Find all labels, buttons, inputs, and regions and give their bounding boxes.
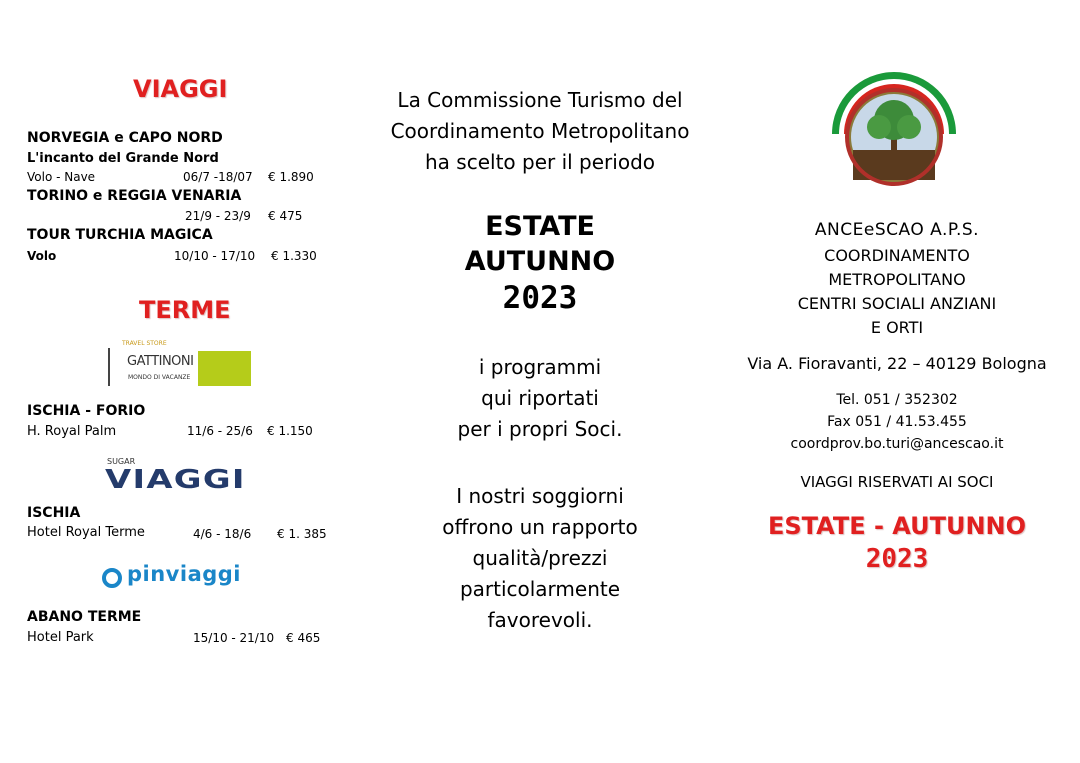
abano-hotel: Hotel Park (27, 630, 94, 645)
org-block: ANCEeSCAO A.P.S. COORDINAMENTO METROPOLITANO CENTRI SOCIALI ANZIANI E ORTI (735, 218, 1059, 340)
terme-title: TERME (139, 296, 231, 324)
ischia-dates: 4/6 - 18/6 (193, 527, 252, 541)
ischia-title: ISCHIA (27, 505, 81, 521)
intro-text: La Commissione Turismo del Coordinamento Metropolitano ha scelto per il periodo (390, 88, 690, 174)
trip-turchia-info: Volo (27, 249, 57, 263)
trip-torino-price: € 475 (268, 209, 303, 223)
trip-turchia-price: € 1.330 (271, 249, 317, 263)
trip-norvegia-title: NORVEGIA e CAPO NORD (27, 130, 223, 146)
trip-torino-dates: 21/9 - 23/9 (185, 209, 251, 223)
phone: Tel. 051 / 352302 (836, 392, 958, 408)
right-season-year: 2023 (865, 544, 929, 574)
soggiorni-text: I nostri soggiorni offrono un rapporto qualità/prezzi particolarmente favorevoli. (442, 484, 638, 632)
season-year: 2023 (502, 280, 578, 316)
abano-title: ABANO TERME (27, 609, 142, 625)
sugar-viaggi-logo: SUGAR VIAGGI (105, 457, 246, 495)
trip-torino-title: TORINO e REGGIA VENARIA (27, 188, 242, 204)
gattinoni-logo: TRAVEL STORE GATTINONI MONDO DI VACANZE (108, 340, 253, 388)
programmi-text: i programmi qui riportati per i propri Soci. (457, 355, 623, 441)
ancescao-logo (829, 72, 959, 190)
ischia-forio-dates: 11/6 - 25/6 (187, 424, 253, 438)
ischia-forio-price: € 1.150 (267, 424, 313, 438)
org-name: ANCEeSCAO A.P.S. (814, 220, 980, 240)
trip-turchia-title: TOUR TURCHIA MAGICA (27, 227, 213, 243)
reserved-note: VIAGGI RISERVATI AI SOCI (800, 473, 994, 491)
right-season-title: ESTATE - AUTUNNO (767, 512, 1027, 540)
ischia-hotel: Hotel Royal Terme (27, 525, 145, 540)
email[interactable]: coordprov.bo.turi@ancescao.it (790, 436, 1004, 452)
viaggi-title: VIAGGI (133, 75, 228, 103)
pin-icon (102, 568, 122, 588)
season-block (380, 209, 700, 317)
abano-dates: 15/10 - 21/10 (193, 631, 275, 645)
contacts (735, 389, 1059, 455)
right-season (735, 511, 1059, 575)
trip-norvegia-info: Volo - Nave (27, 170, 96, 184)
season-estate: ESTATE (485, 211, 595, 242)
fax: Fax 051 / 41.53.455 (827, 414, 967, 430)
trip-norvegia-price: € 1.890 (268, 170, 314, 184)
ischia-price: € 1. 385 (277, 527, 327, 541)
trip-norvegia-dates: 06/7 -18/07 (183, 170, 253, 184)
trip-turchia-dates: 10/10 - 17/10 (174, 249, 256, 263)
abano-price: € 465 (286, 631, 321, 645)
season-autunno: AUTUNNO (464, 246, 616, 277)
ischia-forio-title: ISCHIA - FORIO (27, 403, 146, 419)
trip-norvegia-subtitle: L'incanto del Grande Nord (27, 151, 219, 166)
ischia-forio-hotel: H. Royal Palm (27, 424, 117, 439)
address: Via A. Fioravanti, 22 – 40129 Bologna (747, 354, 1047, 373)
pinviaggi-logo: pinviaggi (100, 562, 270, 590)
